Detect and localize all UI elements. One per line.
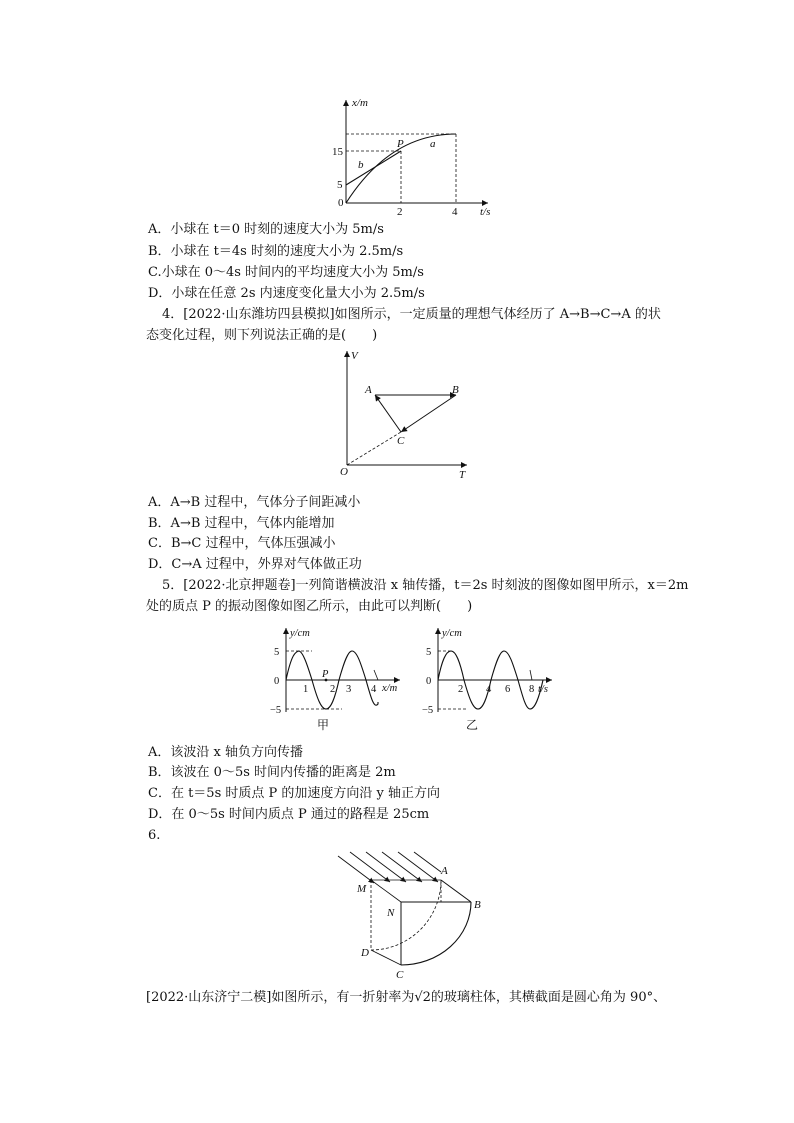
q4-stem-line2: 态变化过程，则下列说法正确的是( ) <box>146 328 378 343</box>
caption-yi: 乙 <box>466 718 479 732</box>
wave-yi-x-label: t/s <box>538 684 548 695</box>
q5-stem-line1: 5．[2022·北京押题卷]一列简谐横波沿 x 轴传播，t＝2s 时刻波的图像如图甲所示，x＝2m <box>162 578 689 593</box>
v-axis-label: V <box>351 350 358 362</box>
point-b-label: B <box>452 384 459 396</box>
line-b <box>346 151 401 185</box>
wave-jia-tick-neg5: −5 <box>270 705 282 716</box>
point-p-label: P <box>397 138 404 150</box>
point-b-label: B <box>474 899 481 911</box>
q4-option-a: A．A→B 过程中，气体分子间距减小 <box>148 495 361 510</box>
curve-a-label: a <box>430 138 436 150</box>
point-c-label: C <box>396 969 404 981</box>
point-a-label: A <box>365 384 372 396</box>
figure-xt-graph <box>330 96 500 218</box>
figure-wave-yi <box>422 624 562 734</box>
tick-4: 4 <box>452 206 458 218</box>
q5-stem-line2: 处的质点 P 的振动图像如图乙所示，由此可以判断( ) <box>146 599 473 614</box>
caption-jia: 甲 <box>317 718 330 732</box>
wave-yi-tick-0: 0 <box>426 676 432 687</box>
q3-option-b: B．小球在 t＝4s 时刻的速度大小为 2.5m/s <box>148 244 404 259</box>
wave-yi-tick-4: 4 <box>486 684 492 695</box>
wave-jia-tick-4: 4 <box>371 684 377 695</box>
q4-stem-line1: 4．[2022·山东潍坊四县模拟]如图所示，一定质量的理想气体经历了 A→B→C→A 的状 <box>162 307 661 322</box>
t-axis-label: T <box>459 469 466 481</box>
q5-option-d: D．在 0～5s 时间内质点 P 通过的路程是 25cm <box>148 807 430 822</box>
q3-option-d: D．小球在任意 2s 内速度变化量大小为 2.5m/s <box>148 286 425 301</box>
q6-number: 6. <box>148 828 161 843</box>
point-m-label: M <box>357 883 367 895</box>
q3-option-c: C.小球在 0～4s 时间内的平均速度大小为 5m/s <box>148 265 424 280</box>
wave-jia-tick-3: 3 <box>346 684 352 695</box>
wave-yi-tick-6: 6 <box>505 684 511 695</box>
wave-yi-tick-8: 8 <box>529 684 535 695</box>
wave-yi-tick-neg5: −5 <box>422 705 434 716</box>
q5-option-a: A．该波沿 x 轴负方向传播 <box>148 745 303 760</box>
figure-vt-graph <box>335 345 475 480</box>
tick-2: 2 <box>397 206 403 218</box>
q5-option-b: B．该波在 0～5s 时间内传播的距离是 2m <box>148 765 396 780</box>
point-c-label: C <box>397 435 405 447</box>
origin-label: O <box>340 466 348 478</box>
line-b-label: b <box>358 159 364 171</box>
x-axis-label: t/s <box>480 206 491 218</box>
wave-jia-tick-0: 0 <box>274 676 280 687</box>
q4-option-c: C．B→C 过程中，气体压强减小 <box>148 536 336 551</box>
wave-jia-tick-1: 1 <box>303 684 309 695</box>
y-axis-label: x/m <box>352 97 368 109</box>
point-d-label: D <box>361 947 369 959</box>
q4-option-b: B．A→B 过程中，气体内能增加 <box>148 516 335 531</box>
q5-option-c: C．在 t＝5s 时质点 P 的加速度方向沿 y 轴正方向 <box>148 786 440 801</box>
tick-5: 5 <box>337 179 343 191</box>
figure-glass-prism <box>330 850 490 981</box>
figure-wave-jia <box>270 624 410 734</box>
tick-origin: 0 <box>338 197 344 209</box>
wave-yi-y-label: y/cm <box>442 628 462 639</box>
q6-stem: [2022·山东济宁二模]如图所示，有一折射率为√2的玻璃柱体，其横截面是圆心角为 90°、 <box>146 990 667 1005</box>
wave-yi-tick-2: 2 <box>458 684 464 695</box>
q3-option-a: A．小球在 t＝0 时刻的速度大小为 5m/s <box>148 222 384 237</box>
point-a-label: A <box>441 865 448 877</box>
wave-jia-point-p: P <box>322 669 329 680</box>
wave-jia-tick-5: 5 <box>274 647 280 658</box>
wave-yi-tick-5: 5 <box>426 647 432 658</box>
q4-option-d: D．C→A 过程中，外界对气体做正功 <box>148 557 362 572</box>
wave-jia-tick-2: 2 <box>330 684 336 695</box>
tick-15: 15 <box>332 146 343 158</box>
wave-jia-y-label: y/cm <box>290 628 310 639</box>
point-n-label: N <box>387 907 395 919</box>
wave-jia-x-label: x/m <box>382 683 398 694</box>
